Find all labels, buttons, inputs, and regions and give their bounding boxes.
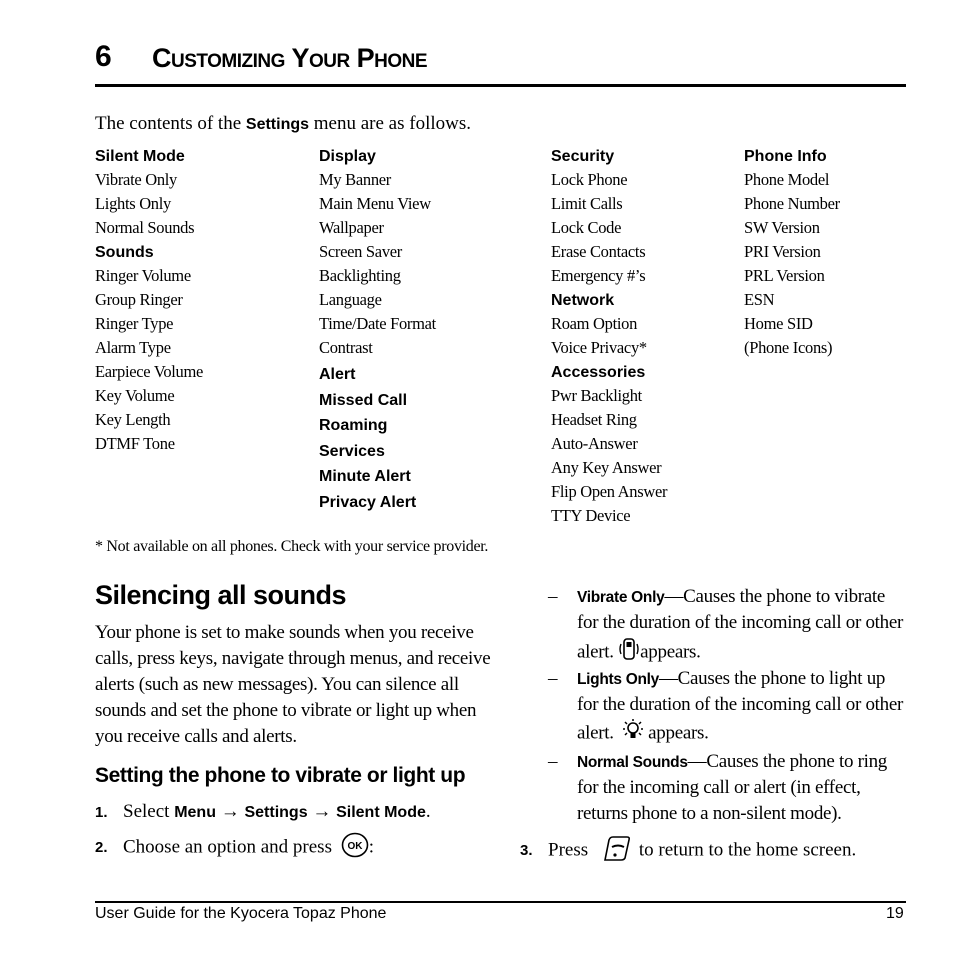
menu-item: Backlighting [319, 266, 401, 285]
menu-item: SW Version [744, 218, 820, 237]
header-rule [95, 84, 906, 87]
menu-heading: Missed Call [319, 391, 408, 409]
step-1: 1. Select Menu → Settings → Silent Mode. [95, 801, 431, 822]
menu-item: Wallpaper [319, 218, 384, 237]
menu-item: Key Volume [95, 386, 175, 405]
step-number: 3. [520, 842, 533, 860]
menu-item: Earpiece Volume [95, 362, 204, 381]
menu-item: (Phone Icons) [744, 338, 833, 357]
ok-key-icon [341, 832, 369, 864]
menu-item: Auto-Answer [551, 434, 638, 453]
footnote: * Not available on all phones. Check with your service provider. [95, 538, 489, 555]
menu-heading: Roaming [319, 417, 388, 434]
vibrate-icon [618, 636, 640, 670]
menu-item: Main Menu View [319, 194, 431, 213]
menu-item: DTMF Tone [95, 434, 175, 453]
step-number: 1. [95, 804, 108, 821]
menu-item: Time/Date Format [319, 314, 436, 333]
menu-item: PRI Version [744, 242, 821, 261]
menu-item: Alarm Type [95, 338, 171, 357]
menu-heading: Display [319, 148, 376, 165]
menu-item: TTY Device [551, 506, 631, 525]
menu-heading: Alert [319, 366, 356, 383]
menu-heading: Security [551, 148, 615, 165]
menu-item: Lock Code [551, 218, 622, 237]
menu-item: Roam Option [551, 314, 638, 333]
section-body: Your phone is set to make sounds when you receive calls, press keys, navigate through menus, and receive alerts (such as new messages). You can silence all sounds and set the phone to vibrate or light up when you receive calls and alerts. [95, 622, 491, 747]
option-vibrate-only: – Vibrate Only—Causes the phone to vibrate for the duration of the incoming call or other alert. appears. [548, 584, 908, 670]
menu-item: Lock Phone [551, 170, 628, 189]
menu-heading: Accessories [551, 364, 646, 381]
section-title: Silencing all sounds [95, 580, 347, 610]
menu-item: My Banner [319, 170, 391, 189]
svg-text:OK: OK [347, 841, 363, 852]
menu-item: Ringer Volume [95, 266, 191, 285]
menu-item: Erase Contacts [551, 242, 646, 261]
step-3: 3. Press to return to the home screen. [520, 834, 856, 868]
menu-heading: Silent Mode [95, 148, 185, 165]
menu-heading: Services [319, 442, 385, 460]
step-number: 2. [95, 839, 108, 857]
menu-item: Pwr Backlight [551, 386, 642, 405]
step-2: 2. Choose an option and press OK : [95, 832, 374, 864]
menu-item: Phone Number [744, 194, 840, 213]
menu-item: Vibrate Only [95, 170, 178, 189]
menu-item: Headset Ring [551, 410, 637, 429]
chapter-title: Customizing Your Phone [152, 43, 428, 73]
menu-item: Home SID [744, 314, 813, 333]
intro-text: The contents of the Settings menu are as follows. [95, 113, 472, 134]
menu-heading: Network [551, 292, 615, 309]
menu-item: Group Ringer [95, 290, 183, 309]
menu-column-2 [319, 146, 436, 515]
menu-item: Language [319, 290, 382, 309]
menu-heading: Sounds [95, 244, 154, 261]
option-lights-only: – Lights Only—Causes the phone to light up for the duration of the incoming call or other alert. appears. [548, 666, 908, 750]
chapter-number: 6 [95, 40, 112, 73]
menu-item: Voice Privacy* [551, 338, 647, 357]
menu-item: Ringer Type [95, 314, 174, 333]
menu-item: ESN [744, 290, 775, 309]
footer-title: User Guide for the Kyocera Topaz Phone [95, 905, 387, 922]
footer-rule [95, 901, 906, 903]
menu-item: Any Key Answer [551, 458, 662, 477]
option-normal-sounds: – Normal Sounds—Causes the phone to ring for the incoming call or alert (in effect, returns phone to a non-silent mode). [548, 751, 887, 824]
menu-heading: Minute Alert [319, 468, 411, 485]
menu-item: Limit Calls [551, 194, 623, 213]
menu-heading: Phone Info [744, 148, 827, 165]
menu-item: Flip Open Answer [551, 482, 668, 501]
menu-item: Phone Model [744, 170, 830, 189]
page-number: 19 [886, 905, 904, 922]
menu-item: Contrast [319, 338, 373, 357]
light-bulb-icon [622, 718, 644, 750]
menu-item: Normal Sounds [95, 218, 195, 237]
menu-heading: Privacy Alert [319, 493, 417, 511]
menu-item: PRL Version [744, 266, 825, 285]
menu-column-4 [744, 146, 840, 360]
menu-column-3 [551, 146, 667, 528]
menu-item: Lights Only [95, 194, 171, 213]
menu-item: Emergency #’s [551, 266, 646, 285]
end-key-icon [599, 834, 633, 868]
menu-item: Key Length [95, 410, 171, 429]
menu-column-1 [95, 146, 203, 456]
subsection-title: Setting the phone to vibrate or light up [95, 764, 466, 787]
menu-item: Screen Saver [319, 242, 402, 261]
